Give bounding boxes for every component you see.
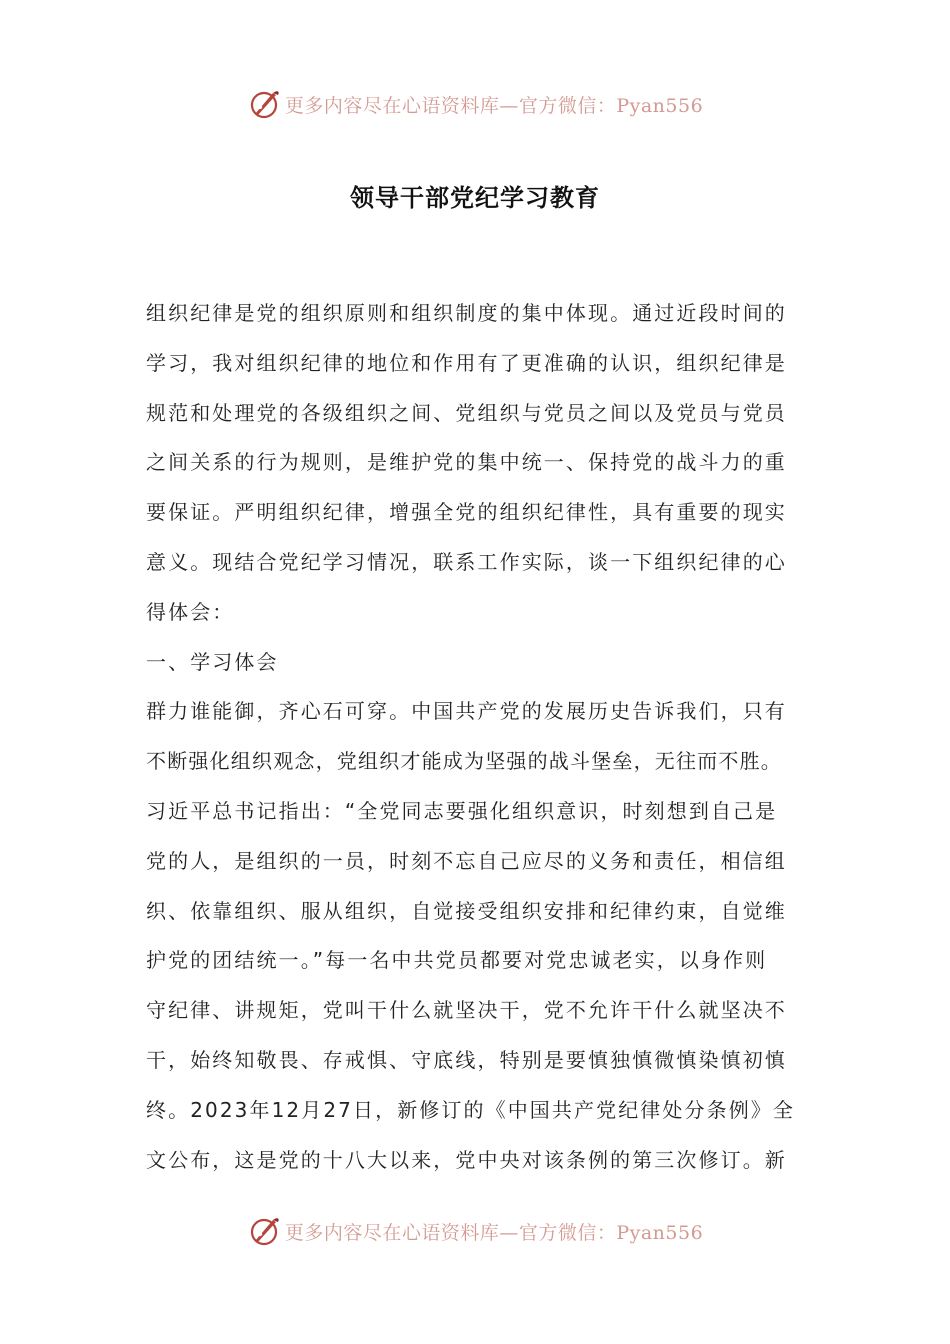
watermark-text: 更多内容尽在心语资料库—官方微信：Pyan556 <box>284 1221 704 1244</box>
body-line: 组织纪律是党的组织原则和组织制度的集中体现。通过近段时间的 <box>146 301 787 325</box>
body-line: 得体会： <box>146 599 235 624</box>
body-line: 规范和处理党的各级组织之间、党组织与党员之间以及党员与党员 <box>146 400 787 425</box>
body-line: 织、依靠组织、服从组织，自觉接受组织安排和纪律约束，自觉维 <box>146 898 787 923</box>
body-line: 群力谁能御，齐心石可穿。中国共产党的发展历史告诉我们，只有 <box>146 699 787 724</box>
body-line: 文公布，这是党的十八大以来，党中央对该条例的第三次修订。新 <box>146 1147 787 1172</box>
body-line: 之间关系的行为规则，是维护党的集中统一、保持党的战斗力的重 <box>146 450 787 475</box>
quill-logo-icon <box>247 87 281 121</box>
watermark-header <box>0 84 950 124</box>
watermark-footer <box>0 1211 950 1251</box>
body-line: 终。2023年12月27日，新修订的《中国共产党纪律处分条例》全 <box>146 1097 795 1122</box>
body-line: 要保证。严明组织纪律，增强全党的组织纪律性，具有重要的现实 <box>146 500 787 525</box>
body-line: 护党的团结统一。”每一名中共党员都要对党忠诚老实，以身作则 <box>146 948 768 973</box>
document-body <box>146 289 806 1185</box>
body-line: 学习，我对组织纪律的地位和作用有了更准确的认识，组织纪律是 <box>146 350 787 375</box>
watermark-text: 更多内容尽在心语资料库—官方微信：Pyan556 <box>284 94 704 117</box>
quill-logo-icon <box>247 1214 281 1248</box>
body-line: 不断强化组织观念，党组织才能成为坚强的战斗堡垒，无往而不胜。 <box>146 749 782 774</box>
section-heading: 一、学习体会 <box>146 649 279 674</box>
body-line: 守纪律、讲规矩，党叫干什么就坚决干，党不允许干什么就坚决不 <box>146 998 787 1023</box>
document-title: 领导干部党纪学习教育 <box>350 183 600 212</box>
body-line: 党的人，是组织的一员，时刻不忘自己应尽的义务和责任，相信组 <box>146 848 787 873</box>
body-line: 习近平总书记指出：“全党同志要强化组织意识，时刻想到自己是 <box>146 798 778 823</box>
body-line: 干，始终知敬畏、存戒惧、守底线，特别是要慎独慎微慎染慎初慎 <box>146 1047 787 1072</box>
body-line: 意义。现结合党纪学习情况，联系工作实际，谈一下组织纪律的心 <box>146 549 787 574</box>
